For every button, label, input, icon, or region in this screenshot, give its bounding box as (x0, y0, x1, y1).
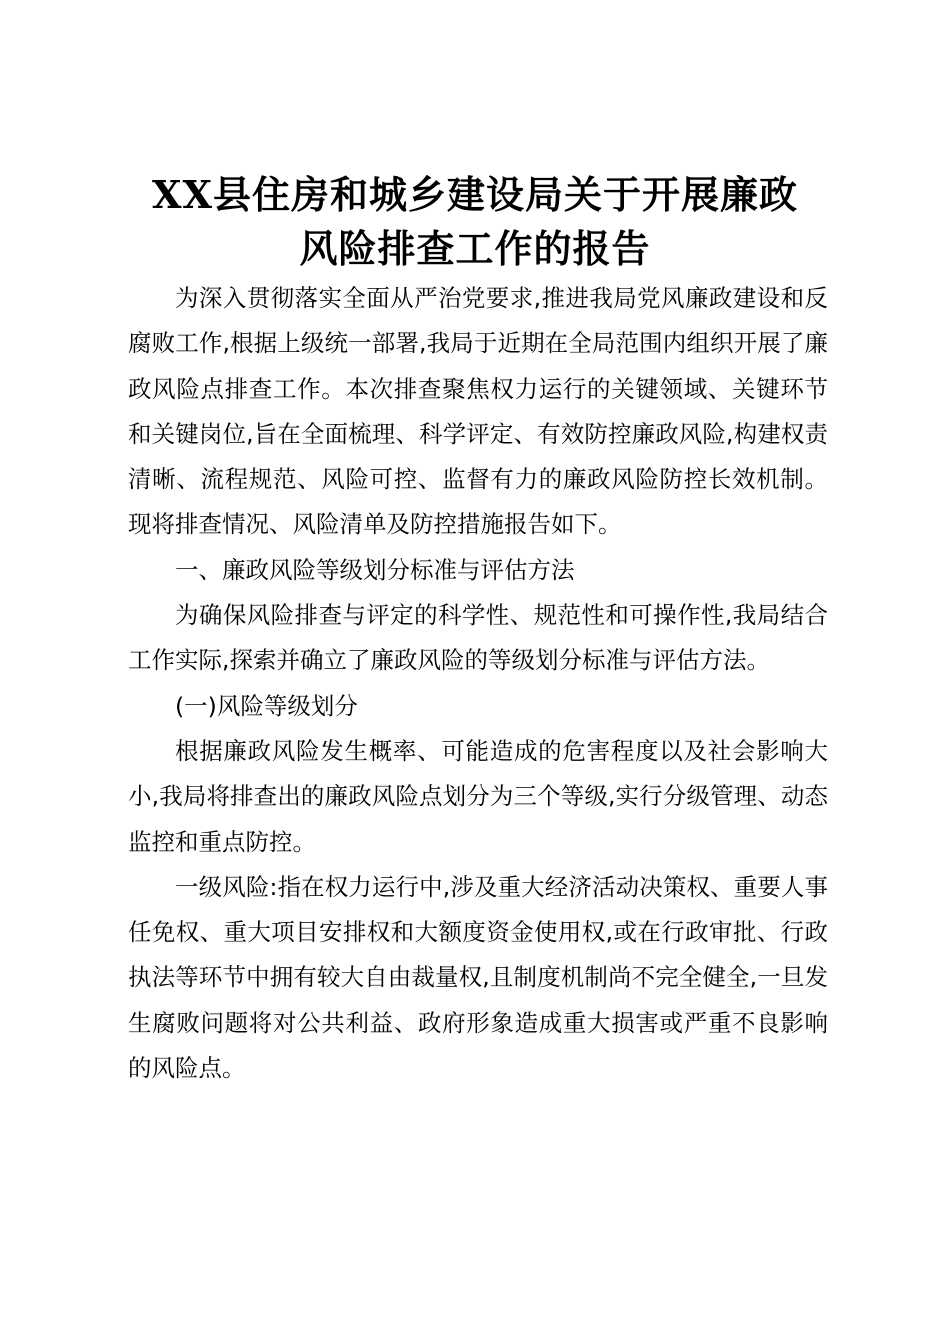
title-line-2: 风险排查工作的报告 (299, 226, 651, 271)
subsection-1-paragraph: 根据廉政风险发生概率、可能造成的危害程度以及社会影响大小,我局将排查出的廉政风险点划分为三个等级,实行分级管理、动态监控和重点防控。 (128, 736, 828, 856)
intro-paragraph: 为深入贯彻落实全面从严治党要求,推进我局党风廉政建设和反腐败工作,根据上级统一部署,我局于近期在全局范围内组织开展了廉政风险点排查工作。本次排查聚焦权力运行的关键领域、关键环节和关键岗位,旨在全面梳理、科学评定、有效防控廉政风险,构建权责清晰、流程规范、风险可控、监督有力的廉政风险防控长效机制。现将排查情况、风险清单及防控措施报告如下。 (128, 284, 828, 539)
section-1-paragraph: 为确保风险排查与评定的科学性、规范性和可操作性,我局结合工作实际,探索并确立了廉政风险的等级划分标准与评估方法。 (128, 601, 828, 675)
subsection-heading-1: (一)风险等级划分 (175, 691, 358, 720)
document-body (128, 276, 828, 1091)
document-title (110, 168, 840, 276)
section-heading-1: 一、廉政风险等级划分标准与评估方法 (175, 555, 575, 584)
title-line-1: XX县住房和城乡建设局关于开展廉政 (152, 172, 798, 217)
level-1-risk-paragraph: 一级风险:指在权力运行中,涉及重大经济活动决策权、重要人事任免权、重大项目安排权和大额度资金使用权,或在行政审批、行政执法等环节中拥有较大自由裁量权,且制度机制尚不完全健全,一旦发生腐败问题将对公共利益、政府形象造成重大损害或严重不良影响的风险点。 (128, 872, 828, 1083)
